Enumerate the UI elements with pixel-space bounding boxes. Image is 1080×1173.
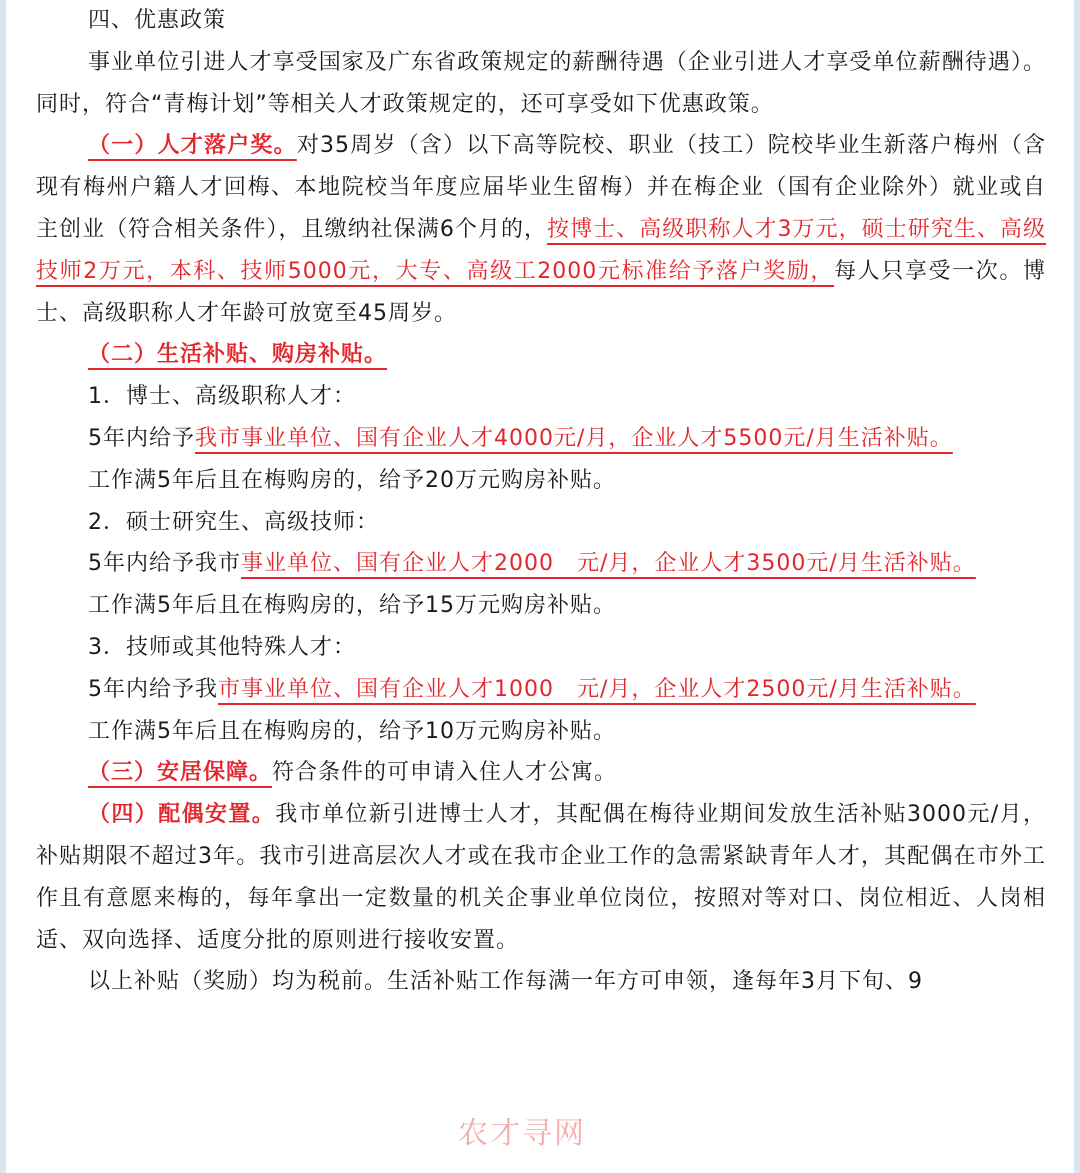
tier3-lead: 5年内给予我 xyxy=(88,676,218,702)
housing-guarantee-heading: （三）安居保障。 xyxy=(88,760,273,786)
tier2-lead: 5年内给予我市 xyxy=(88,551,241,577)
settlement-award-notes: 每人只享受一次。博士、高级职称人才年龄可放宽至45周岁。 xyxy=(36,258,1046,326)
footer-paragraph: 以上补贴（奖励）均为税前。生活补贴工作每满一年方可申领，逢每年3月下旬、9 xyxy=(88,969,923,995)
spouse-placement-heading: （四）配偶安置。 xyxy=(88,802,276,828)
section-title: 四、优惠政策 xyxy=(88,8,227,33)
subsidy-heading-line xyxy=(36,334,1046,376)
settlement-award-paragraph xyxy=(36,125,1046,334)
tier2-amounts: 事业单位、国有企业人才2000 元/月，企业人才3500元/月生活补贴。 xyxy=(241,551,976,577)
tier2-subsidy xyxy=(36,543,1046,585)
tier3-subsidy xyxy=(36,669,1046,711)
tier1-housing: 工作满5年后且在梅购房的，给予20万元购房补贴。 xyxy=(88,467,616,493)
tier3-title: 3．技师或其他特殊人才： xyxy=(88,634,356,660)
settlement-award-amounts: 按博士、高级职称人才3万元，硕士研究生、高级技师2万元，本科、技师5000元，大专、高级工2000元标准给予落户奖励， xyxy=(36,216,1047,284)
tier1-title: 1．博士、高级职称人才： xyxy=(88,384,356,410)
tier2-housing: 工作满5年后且在梅购房的，给予15万元购房补贴。 xyxy=(88,593,616,619)
settlement-award-conditions: 对35周岁（含）以下高等院校、职业（技工）院校毕业生新落户梅州（含现有梅州户籍人才回梅、本地院校当年度应届毕业生留梅）并在梅企业（国有企业除外）就业或自主创业（符合相关条件），且缴纳社保满6个月的， xyxy=(36,133,1046,242)
tier3-amounts: 市事业单位、国有企业人才1000 元/月，企业人才2500元/月生活补贴。 xyxy=(218,676,976,702)
spouse-placement-paragraph xyxy=(36,794,1046,961)
policy-document xyxy=(36,0,1046,1003)
housing-guarantee-paragraph xyxy=(36,752,1046,794)
spouse-placement-text: 我市单位新引进博士人才，其配偶在梅待业期间发放生活补贴3000元/月，补贴期限不超过3年。我市引进高层次人才或在我市企业工作的急需紧缺青年人才，其配偶在市外工作且有意愿来梅的，每年拿出一定数量的机关企事业单位岗位，按照对等对口、岗位相近、人岗相适、双向选择、适度分批的原则进行接收安置。 xyxy=(36,802,1046,953)
housing-guarantee-text: 符合条件的可申请入住人才公寓。 xyxy=(272,760,618,786)
tier1-subsidy xyxy=(36,418,1046,460)
subsidy-heading: （二）生活补贴、购房补贴。 xyxy=(88,342,388,368)
tier1-lead: 5年内给予 xyxy=(88,425,195,451)
intro-paragraph: 事业单位引进人才享受国家及广东省政策规定的薪酬待遇（企业引进人才享受单位薪酬待遇）。同时，符合“青梅计划”等相关人才政策规定的，还可享受如下优惠政策。 xyxy=(36,49,1046,117)
settlement-award-heading: （一）人才落户奖。 xyxy=(88,133,297,159)
tier2-title: 2．硕士研究生、高级技师： xyxy=(88,509,379,535)
tier1-amounts: 我市事业单位、国有企业人才4000元/月，企业人才5500元/月生活补贴。 xyxy=(195,425,953,451)
tier3-housing: 工作满5年后且在梅购房的，给予10万元购房补贴。 xyxy=(88,718,616,744)
watermark-text: 农才寻网 xyxy=(458,1116,586,1151)
